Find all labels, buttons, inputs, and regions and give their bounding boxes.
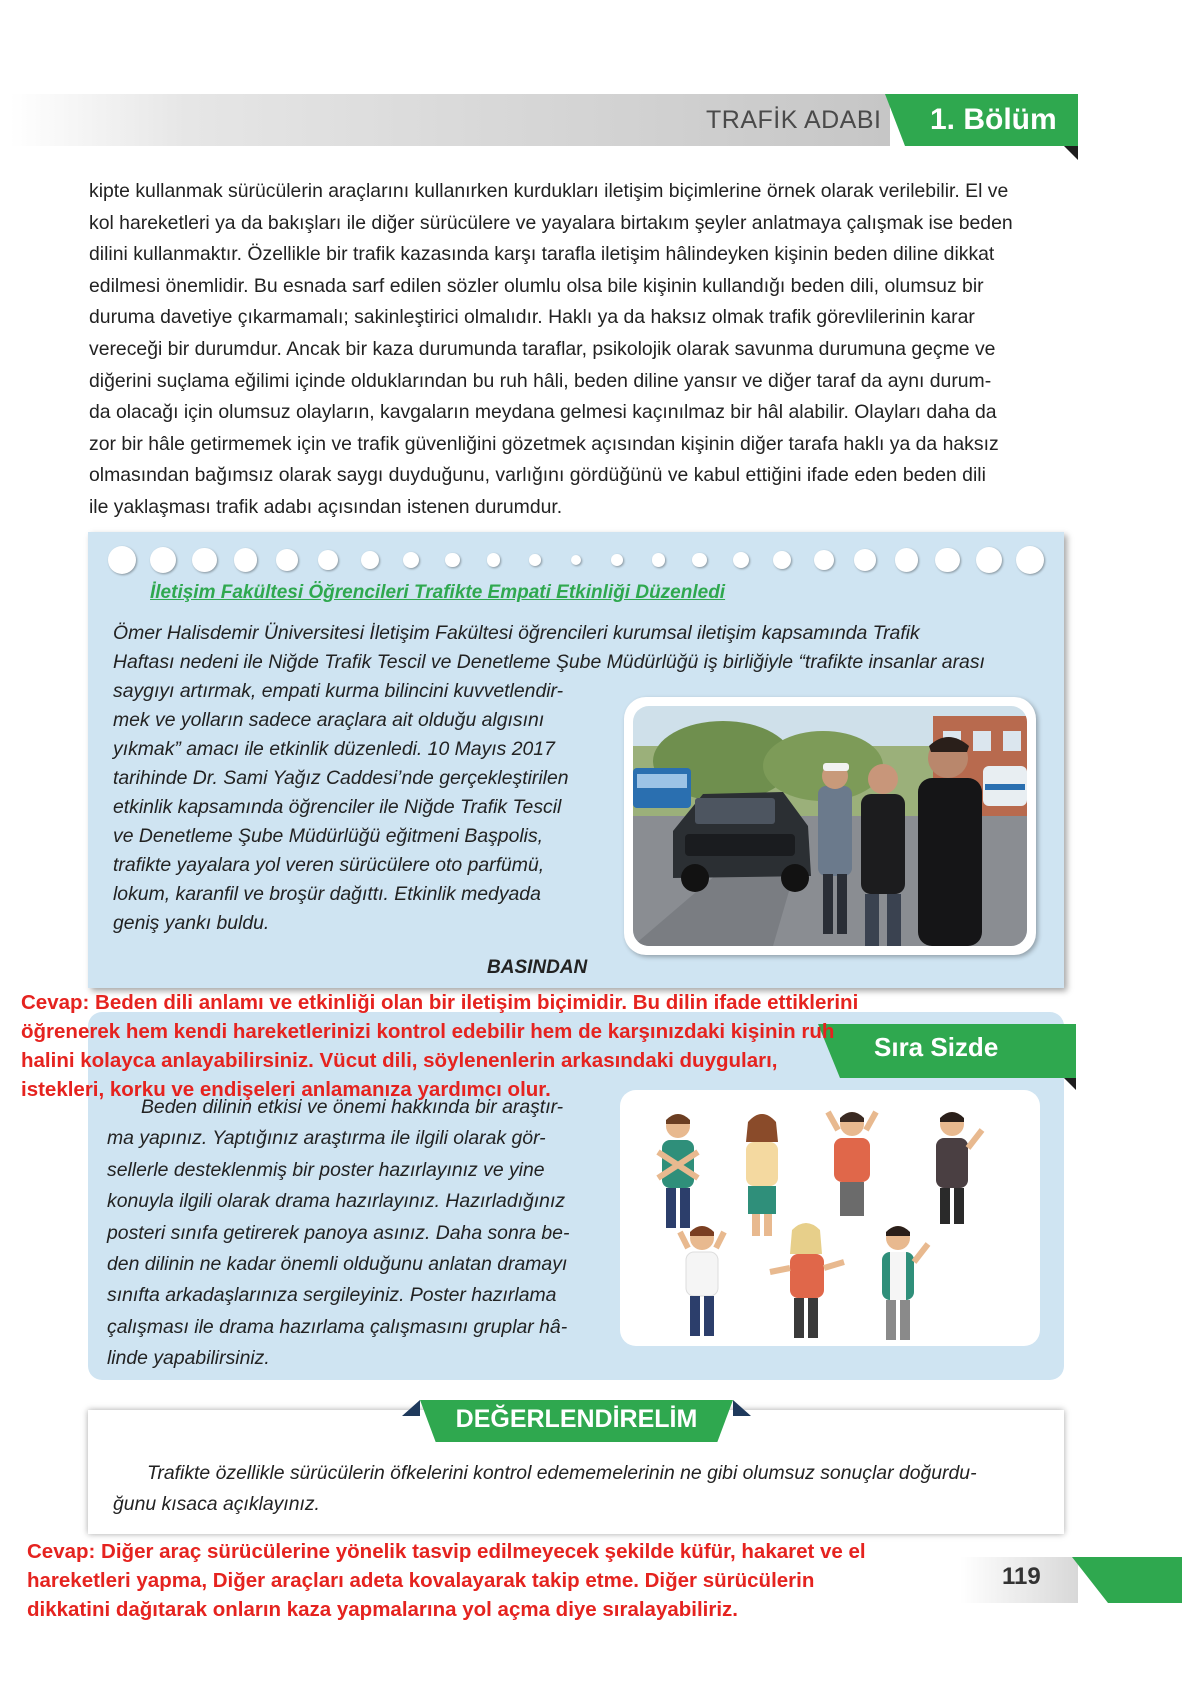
binding-dot bbox=[571, 555, 581, 565]
evaluation-line: ğunu kısaca açıklayınız. bbox=[113, 1493, 320, 1515]
binding-dot bbox=[529, 554, 541, 566]
news-photo bbox=[633, 706, 1027, 946]
evaluation-tab-wing-left bbox=[402, 1400, 420, 1416]
page-number-accent bbox=[1072, 1557, 1182, 1603]
binding-dot bbox=[150, 547, 176, 573]
body-paragraph bbox=[89, 176, 1065, 524]
body-line: vereceği bir durumdur. Ancak bir kaza durumunda taraflar, psikolojik olarak savunma durumuna geçme ve bbox=[89, 337, 996, 360]
body-line: diğerini suçlama eğilimi içinde olduklarından bu ruh hâli, beden diline yansır ve diğer taraf da aynı durum- bbox=[89, 369, 992, 392]
person-figure bbox=[936, 1112, 982, 1224]
news-line: lokum, karanfil ve broşür dağıttı. Etkinlik medyada bbox=[113, 883, 541, 905]
answer-line: öğrenerek hem kendi hareketlerinizi kontrol edebilir hem de karşınızdaki kişinin ruh bbox=[21, 1020, 835, 1043]
evaluation-line: Trafikte özellikle sürücülerin öfkelerini kontrol edememelerinin ne gibi olumsuz sonuçlar doğurdu- bbox=[147, 1462, 977, 1484]
body-line: dilini kullanmaktır. Özellikle bir trafik kazasında karşı tarafla iletişim hâlindeyken kişinin beden diline dikkat bbox=[89, 243, 995, 266]
person-figure bbox=[746, 1114, 778, 1236]
activity-line: Beden dilinin etkisi ve önemi hakkında bir araştır- bbox=[141, 1096, 564, 1118]
person-figure bbox=[882, 1226, 928, 1340]
activity-line: konuyla ilgili olarak drama hazırlayınız. Hazırladığınız bbox=[107, 1190, 566, 1213]
page-number: 119 bbox=[1002, 1563, 1041, 1590]
person-figure bbox=[658, 1114, 698, 1228]
binding-dot bbox=[1016, 546, 1044, 574]
person-figure bbox=[680, 1226, 724, 1336]
evaluation-tab-wing-right bbox=[733, 1400, 751, 1416]
binding-dot bbox=[318, 550, 338, 570]
news-line: ve Denetleme Şube Müdürlüğü eğitmeni Başpolis, bbox=[113, 825, 544, 847]
news-intro bbox=[113, 619, 1038, 677]
news-line: mek ve yolların sadece araçlara ait olduğu algısını bbox=[113, 709, 545, 731]
person-figure bbox=[770, 1223, 844, 1338]
binding-dot bbox=[361, 551, 379, 569]
activity-line: sellerle desteklenmiş bir poster hazırlayınız ve yine bbox=[107, 1158, 545, 1181]
binding-dot bbox=[854, 549, 875, 570]
body-line: ile yaklaşması trafik adabı açısından istenen durumdur. bbox=[89, 495, 563, 518]
news-line: Ömer Halisdemir Üniversitesi İletişim Fakültesi öğrencileri kurumsal iletişim kapsamında Trafik bbox=[113, 622, 920, 644]
chapter-tab-corner bbox=[1064, 146, 1078, 160]
activity-line: posteri sınıfa getirerek panoya asınız. Daha sonra be- bbox=[107, 1221, 570, 1244]
section-title: TRAFİK ADABI bbox=[706, 106, 882, 134]
binding-dot bbox=[445, 553, 460, 568]
body-line: kipte kullanmak sürücülerin araçlarını kullanırken kurdukları iletişim biçimlerine örnek olarak verilebilir. El ve bbox=[89, 180, 1009, 202]
binding-dot bbox=[773, 551, 791, 569]
answer-line: halini kolayca anlayabilirsiniz. Vücut dili, söylenenlerin arkasındaki duyguları, bbox=[21, 1049, 778, 1072]
binding-dot bbox=[895, 548, 918, 571]
binding-dot bbox=[692, 553, 707, 568]
body-line: olmasından bağımsız olarak saygı duyduğunu, varlığını gördüğünü ve kabul ettiğini ifade eden beden dili bbox=[89, 464, 986, 487]
binding-dot bbox=[192, 548, 217, 573]
news-title: İletişim Fakültesi Öğrencileri Trafikte Empati Etkinliği Düzenledi bbox=[150, 582, 726, 603]
evaluation-tab-label: DEĞERLENDİRELİM bbox=[455, 1405, 698, 1433]
news-line: Haftası nedeni ile Niğde Trafik Tescil ve Denetleme Şube Müdürlüğü iş birliğiyle “trafikte insanlar arası bbox=[113, 651, 985, 673]
news-line: geniş yankı buldu. bbox=[113, 912, 270, 934]
binding-dot bbox=[611, 554, 623, 566]
answer-line: Cevap: Beden dili anlamı ve etkinliği olan bir iletişim biçimidir. Bu dilin ifade ettiklerini bbox=[21, 991, 859, 1014]
binding-dot bbox=[108, 546, 136, 574]
binding-dot bbox=[935, 548, 960, 573]
news-column bbox=[113, 677, 596, 938]
binding-dot bbox=[733, 552, 750, 569]
answer-2 bbox=[27, 1537, 907, 1624]
news-line: yıkmak” amacı ile etkinlik düzenledi. 10 Mayıs 2017 bbox=[113, 738, 555, 760]
binding-dot bbox=[976, 547, 1002, 573]
news-line: tarihinde Dr. Sami Yağız Caddesi’nde gerçekleştirilen bbox=[113, 767, 569, 789]
binding-dot bbox=[234, 548, 257, 571]
body-language-illustration bbox=[620, 1090, 1040, 1346]
body-line: zor bir hâle getirmemek için ve trafik güvenliğini gözetmek açısından kişinin diğer tarafa haklı ya da haksız bbox=[89, 432, 999, 455]
activity-text bbox=[107, 1092, 598, 1375]
binding-dot bbox=[652, 553, 665, 566]
answer-line: dikkatini dağıtarak onların kaza yapmalarına yol açma diye sıralayabiliriz. bbox=[27, 1598, 738, 1621]
spiral-binding-dots bbox=[108, 543, 1044, 577]
news-line: saygıyı artırmak, empati kurma bilincini kuvvetlendir- bbox=[113, 680, 564, 702]
activity-line: çalışması ile drama hazırlama çalışmasını gruplar hâ- bbox=[107, 1315, 568, 1338]
binding-dot bbox=[814, 550, 834, 570]
news-source: BASINDAN bbox=[487, 957, 588, 978]
binding-dot bbox=[403, 552, 420, 569]
activity-line: den dilinin ne kadar önemli olduğunu anlatan dramayı bbox=[107, 1253, 568, 1276]
body-line: edilmesi önemlidir. Bu esnada sarf edilen sözler olumlu olsa bile kişinin kullandığı beden dili, olumsuz bir bbox=[89, 274, 984, 297]
chapter-label: 1. Bölüm bbox=[930, 103, 1057, 136]
answer-line: Cevap: Diğer araç sürücülerine yönelik tasvip edilmeyecek şekilde küfür, hakaret ve el bbox=[27, 1540, 866, 1563]
activity-line: sınıfta arkadaşlarınıza sergileyiniz. Poster hazırlama bbox=[107, 1284, 557, 1307]
activity-tab-corner bbox=[1064, 1078, 1076, 1090]
body-line: duruma davetiye çıkarmamalı; sakinleştirici olmalıdır. Haklı ya da haksız olmak trafik görevlilerinin karar bbox=[89, 306, 975, 329]
body-line: da olacağı için olumsuz olayların, kavgaların meydana gelmesi kaçınılmaz bir hâl alabilir. Olayları daha da bbox=[89, 401, 997, 424]
body-line: kol hareketleri ya da bakışları ile diğer sürücülere ve yayalara birtakım şeyler anlatmaya çalışmak ise beden bbox=[89, 211, 1013, 234]
news-line: etkinlik kapsamında öğrenciler ile Niğde Trafik Tescil bbox=[113, 796, 562, 818]
answer-1 bbox=[21, 988, 901, 1104]
news-line: trafikte yayalara yol veren sürücülere oto parfümü, bbox=[113, 854, 545, 876]
person-figure bbox=[828, 1112, 876, 1216]
activity-line: linde yapabilirsiniz. bbox=[107, 1347, 270, 1370]
binding-dot bbox=[487, 553, 500, 566]
evaluation-question bbox=[113, 1458, 1038, 1520]
activity-line: ma yapınız. Yaptığınız araştırma ile ilgili olarak gör- bbox=[107, 1127, 546, 1150]
answer-line: istekleri, korku ve endişeleri anlamanıza yardımcı olur. bbox=[21, 1078, 551, 1101]
binding-dot bbox=[276, 549, 297, 570]
activity-tab-label: Sıra Sizde bbox=[874, 1032, 999, 1062]
answer-line: hareketleri yapma, Diğer araçları adeta kovalayarak takip etme. Diğer sürücülerin bbox=[27, 1569, 815, 1592]
